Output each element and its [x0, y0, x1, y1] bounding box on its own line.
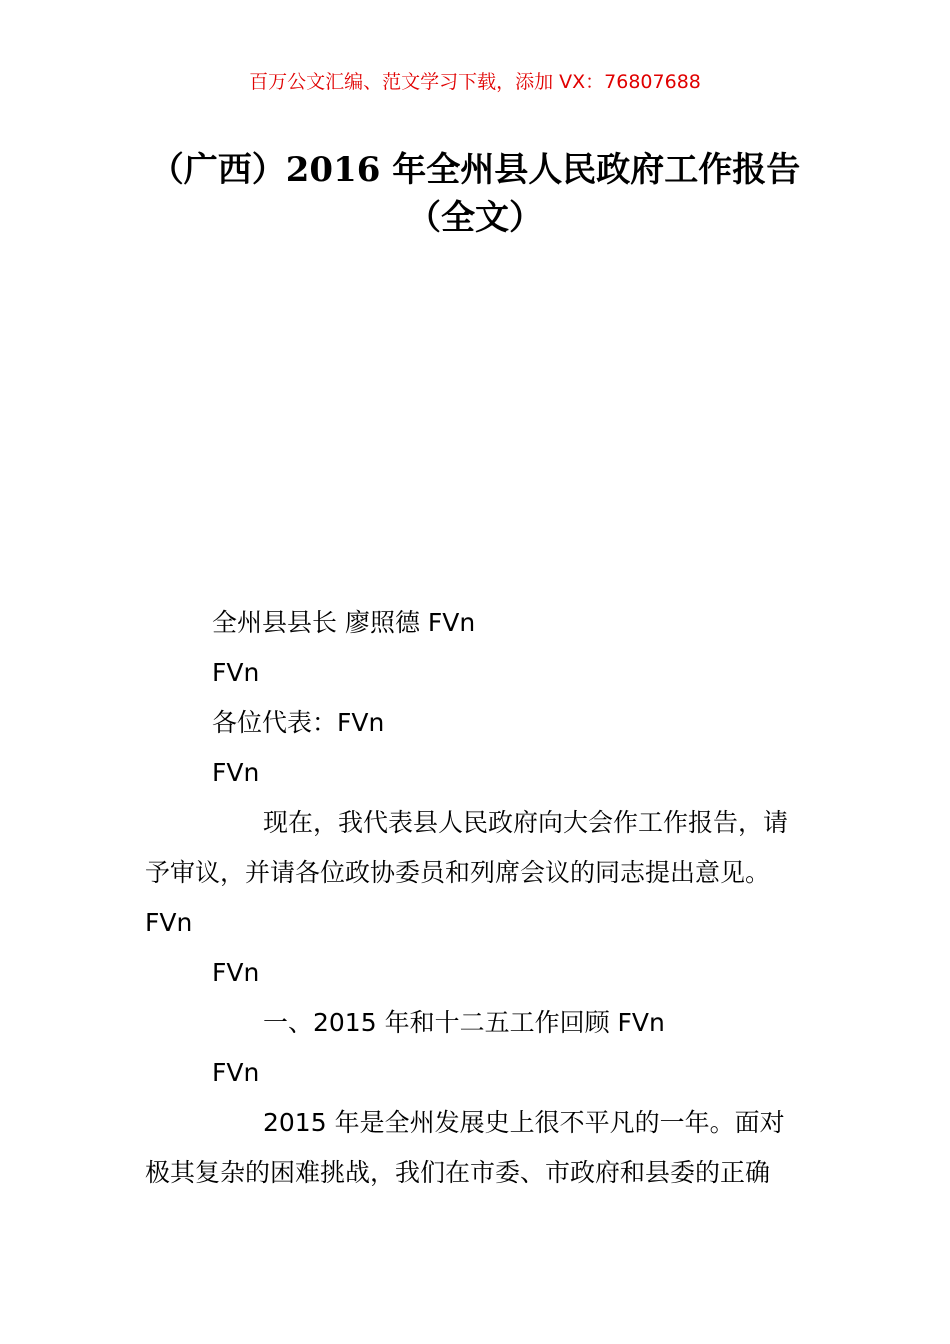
salutation: 各位代表：FVn: [212, 708, 385, 737]
watermark-header: 百万公文汇编、范文学习下载，添加 VX：76807688: [249, 71, 701, 93]
body-paragraph-line: 现在，我代表县人民政府向大会作工作报告，请: [263, 808, 789, 837]
paragraph-marker: FVn: [212, 958, 260, 987]
paragraph-marker: FVn: [212, 658, 260, 687]
document-body: [145, 598, 810, 1198]
body-paragraph-line: 2015 年是全州发展史上很不平凡的一年。面对: [263, 1108, 785, 1137]
paragraph-marker: FVn: [145, 908, 193, 937]
title-line-1: （广西）2016 年全州县人民政府工作报告: [149, 150, 801, 190]
author-line: 全州县县长 廖照德 FVn: [212, 608, 476, 637]
document-title: [140, 146, 810, 242]
body-paragraph-line: 极其复杂的困难挑战，我们在市委、市政府和县委的正确: [145, 1158, 771, 1187]
section-heading: 一、2015 年和十二五工作回顾 FVn: [263, 1008, 665, 1037]
body-paragraph-line: 予审议，并请各位政协委员和列席会议的同志提出意见。: [145, 858, 771, 887]
paragraph-marker: FVn: [212, 758, 260, 787]
paragraph-marker: FVn: [212, 1058, 260, 1087]
title-line-2: （全文）: [407, 198, 543, 238]
